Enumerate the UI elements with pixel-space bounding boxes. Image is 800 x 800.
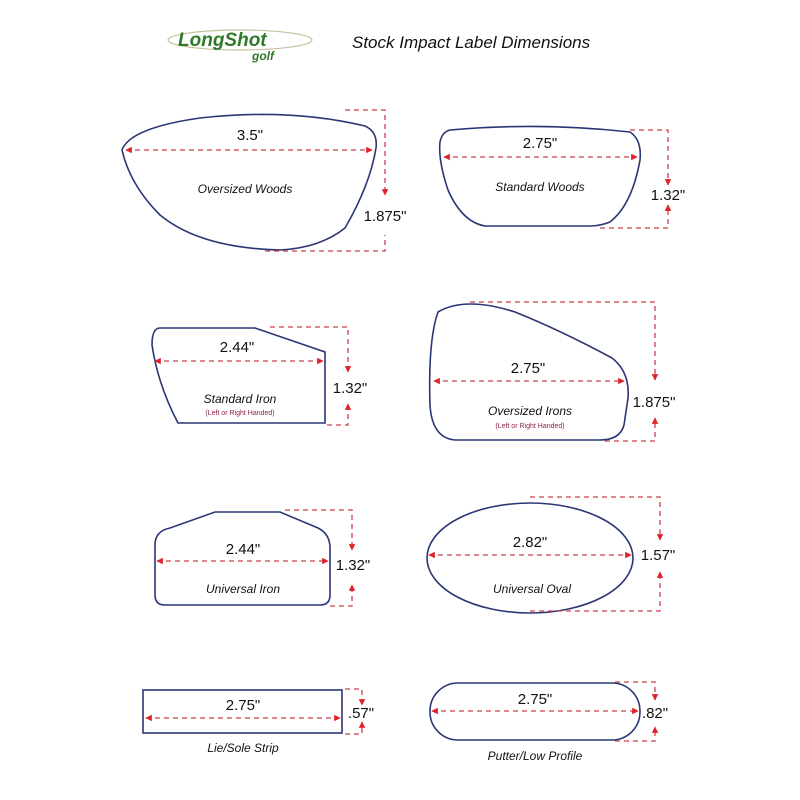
label-universal-oval — [427, 497, 675, 613]
width-value: 2.75" — [522, 135, 558, 152]
logo-main: LongShot — [178, 30, 267, 51]
label-lie-sole-strip — [143, 689, 374, 755]
label-name: Oversized Woods — [197, 182, 293, 196]
width-value: 2.44" — [225, 541, 261, 558]
label-note: (Left or Right Handed) — [205, 410, 275, 417]
height-value: .57" — [347, 705, 375, 722]
height-value: 1.875" — [632, 394, 676, 411]
width-value: 3.5" — [236, 127, 264, 144]
height-value: 1.875" — [363, 208, 407, 225]
label-name: Universal Oval — [492, 582, 572, 596]
height-value: 1.32" — [332, 380, 368, 397]
height-value: 1.32" — [335, 557, 371, 574]
width-value: 2.44" — [219, 339, 255, 356]
width-value: 2.75" — [225, 697, 261, 714]
height-value: .82" — [641, 705, 669, 722]
label-name: Universal Iron — [205, 582, 281, 596]
logo-sub: golf — [252, 49, 274, 63]
label-name: Standard Iron — [203, 392, 277, 406]
label-name: Standard Woods — [495, 180, 585, 194]
label-standard-woods — [440, 126, 686, 228]
label-note: (Left or Right Handed) — [495, 423, 565, 430]
page-title: Stock Impact Label Dimensions — [352, 33, 591, 52]
label-oversized-irons — [430, 302, 676, 441]
longshot-golf-logo — [168, 30, 312, 63]
label-name: Lie/Sole Strip — [207, 741, 279, 755]
height-value: 1.57" — [640, 547, 676, 564]
width-value: 2.75" — [510, 360, 546, 377]
width-value: 2.82" — [512, 534, 548, 551]
label-name: Oversized Irons — [487, 404, 573, 418]
label-universal-iron — [155, 510, 370, 606]
height-value: 1.32" — [650, 187, 686, 204]
label-name: Putter/Low Profile — [487, 749, 583, 763]
label-oversized-woods — [122, 110, 406, 251]
label-putter-low-profile — [430, 682, 668, 763]
label-standard-iron — [152, 327, 367, 425]
width-value: 2.75" — [517, 691, 553, 708]
